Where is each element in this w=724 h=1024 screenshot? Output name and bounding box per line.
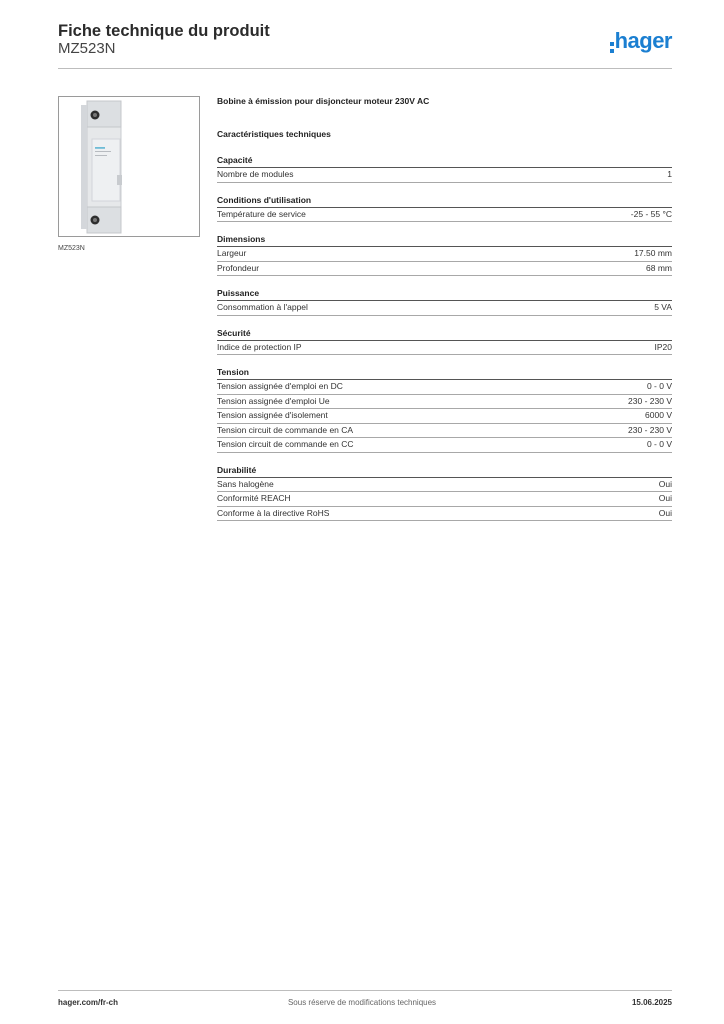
spec-label: Conforme à la directive RoHS	[217, 507, 330, 518]
circuit-breaker-device-icon	[59, 97, 199, 236]
spec-label: Tension circuit de commande en CC	[217, 439, 354, 449]
spec-group	[217, 155, 672, 183]
spec-row	[217, 507, 672, 522]
logo-text: hager	[614, 28, 672, 53]
spec-label: Tension assignée d'emploi en DC	[217, 381, 343, 391]
spec-row	[217, 301, 672, 316]
spec-label: Profondeur	[217, 262, 260, 273]
spec-group	[217, 465, 672, 522]
logo-dots-icon	[610, 42, 614, 53]
spec-label: Consommation à l'appel	[217, 302, 308, 312]
spec-row	[217, 409, 672, 424]
spec-value: 0 - 0 V	[646, 439, 672, 449]
spec-group-title: Tension	[217, 367, 672, 380]
footer-website-link[interactable]: hager.com/fr-ch	[58, 998, 119, 1007]
spec-label: Sans halogène	[217, 478, 274, 489]
spec-value: 5 VA	[654, 302, 672, 312]
spec-label: Indice de protection IP	[217, 341, 302, 352]
spec-group-title: Conditions d'utilisation	[217, 195, 672, 208]
spec-group	[217, 367, 672, 453]
spec-label: Conformité REACH	[217, 493, 291, 503]
specs-heading: Caractéristiques techniques	[217, 129, 331, 139]
spec-row	[217, 341, 672, 356]
spec-row	[217, 247, 672, 262]
spec-row	[217, 438, 672, 453]
spec-value: IP20	[654, 341, 672, 352]
spec-value: Oui	[658, 493, 672, 503]
spec-group	[217, 234, 672, 276]
spec-value: Oui	[658, 507, 672, 518]
spec-row	[217, 492, 672, 507]
image-caption: MZ523N	[58, 245, 85, 252]
spec-label: Tension assignée d'emploi Ue	[217, 395, 330, 406]
spec-group-title: Durabilité	[217, 465, 672, 478]
spec-value: 0 - 0 V	[646, 381, 672, 391]
page-title: Fiche technique du produit	[58, 22, 270, 40]
header-divider	[58, 68, 672, 69]
spec-group-title: Capacité	[217, 155, 672, 168]
spec-content	[217, 96, 672, 521]
spec-value: -25 - 55 °C	[630, 208, 672, 219]
spec-group-title: Puissance	[217, 288, 672, 301]
spec-row	[217, 168, 672, 183]
spec-group	[217, 195, 672, 223]
spec-row	[217, 395, 672, 410]
spec-value: 230 - 230 V	[628, 424, 672, 435]
spec-value: 1	[667, 169, 672, 179]
spec-group	[217, 328, 672, 356]
footer-disclaimer: Sous réserve de modifications techniques	[287, 998, 437, 1007]
spec-value: Oui	[658, 478, 672, 489]
spec-row	[217, 208, 672, 223]
product-description: Bobine à émission pour disjoncteur moteur 230V AC	[217, 96, 430, 106]
spec-label: Nombre de modules	[217, 169, 294, 179]
spec-row	[217, 424, 672, 439]
spec-label: Température de service	[217, 208, 306, 219]
footer-date: 15.06.2025	[631, 998, 672, 1007]
product-reference: MZ523N	[58, 40, 116, 57]
spec-row	[217, 380, 672, 395]
spec-label: Largeur	[217, 248, 247, 258]
spec-value: 6000 V	[645, 410, 672, 420]
hager-logo[interactable]	[610, 28, 672, 54]
spec-row	[217, 262, 672, 277]
spec-groups	[217, 155, 672, 521]
spec-value: 68 mm	[646, 262, 672, 273]
spec-value: 230 - 230 V	[628, 395, 672, 406]
spec-label: Tension circuit de commande en CA	[217, 424, 354, 435]
spec-group-title: Sécurité	[217, 328, 672, 341]
spec-group	[217, 288, 672, 316]
spec-row	[217, 478, 672, 493]
product-image	[58, 96, 200, 237]
footer-divider	[58, 990, 672, 991]
spec-group-title: Dimensions	[217, 234, 672, 247]
spec-label: Tension assignée d'isolement	[217, 410, 328, 420]
spec-value: 17.50 mm	[634, 248, 672, 258]
